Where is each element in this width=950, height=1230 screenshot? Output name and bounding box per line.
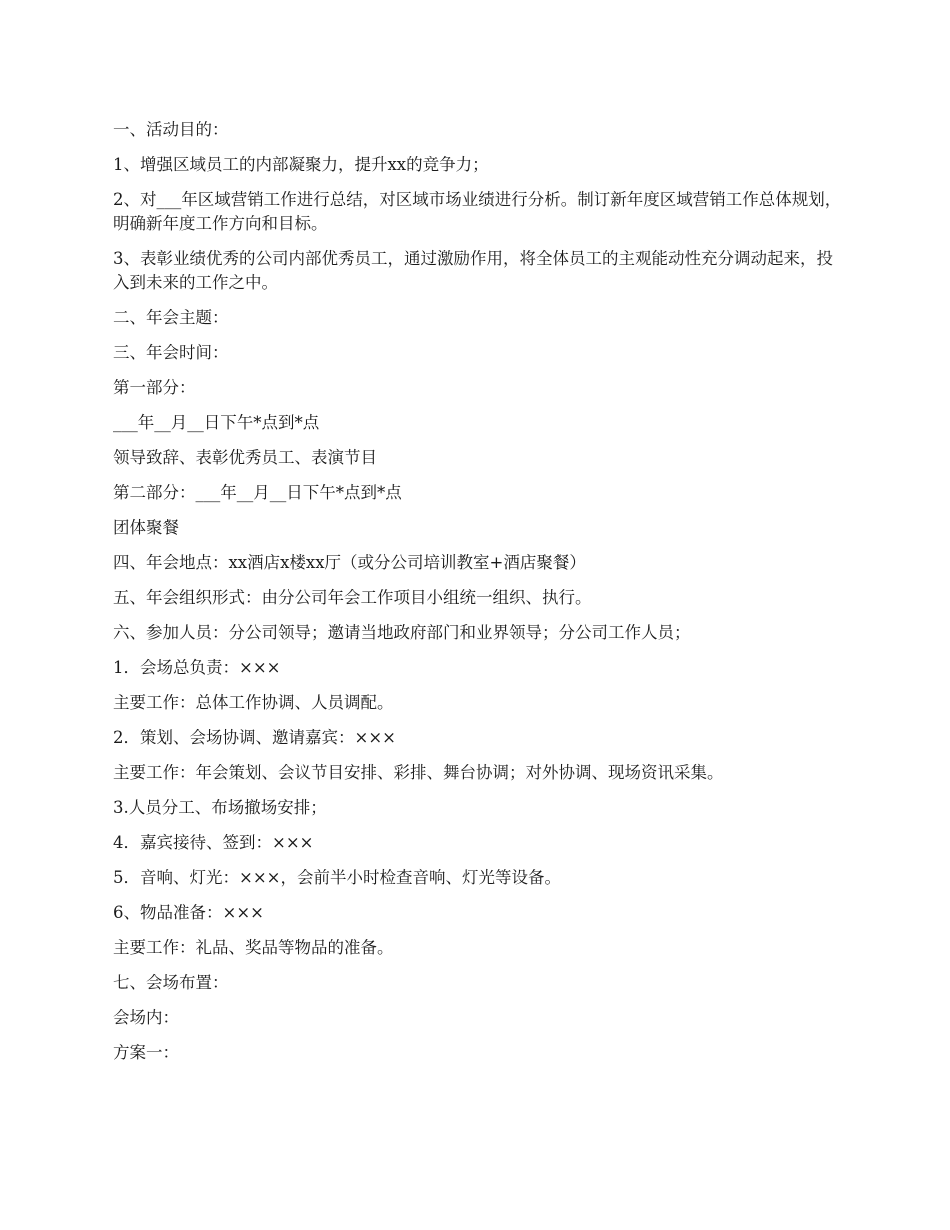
paragraph-plan-one: 方案一： [113,1043,179,1062]
paragraph-part-two-content: 团体聚餐 [113,518,179,537]
paragraph-role-1: 1．会场总负责：××× [113,658,281,677]
paragraph-role-2-duties: 主要工作：年会策划、会议节目安排、彩排、舞台协调；对外协调、现场资讯采集。 [113,763,724,782]
paragraph-role-5: 5．音响、灯光：×××，会前半小时检查音响、灯光等设备。 [113,868,561,887]
paragraph-purpose-1: 1、增强区域员工的内部凝聚力，提升xx的竞争力； [113,155,489,174]
paragraph-activity-purpose-heading: 一、活动目的： [113,120,229,139]
paragraph-organization: 五、年会组织形式：由分公司年会工作项目小组统一组织、执行。 [113,588,592,607]
paragraph-role-3: 3.人员分工、布场撤场安排； [113,798,327,817]
paragraph-participants: 六、参加人员：分公司领导；邀请当地政府部门和业界领导；分公司工作人员； [113,623,691,642]
paragraph-role-6-duties: 主要工作：礼品、奖品等物品的准备。 [113,938,394,957]
paragraph-purpose-2: 2、对___年区域营销工作进行总结，对区域市场业绩进行分析。制订新年度区域营销工作总体规划，明确新年度工作方向和目标。 [113,190,842,233]
paragraph-part-two-time: 第二部分：___年__月__日下午*点到*点 [113,483,402,502]
paragraph-part-one-label: 第一部分： [113,378,196,397]
paragraph-part-one-content: 领导致辞、表彰优秀员工、表演节目 [113,448,377,467]
paragraph-role-6: 6、物品准备：××× [113,903,264,922]
paragraph-venue: 四、年会地点：xx酒店x楼xx厅（或分公司培训教室+酒店聚餐） [113,553,586,572]
paragraph-time-heading: 三、年会时间： [113,343,229,362]
document-page [113,118,848,1076]
paragraph-purpose-3: 3、表彰业绩优秀的公司内部优秀员工，通过激励作用，将全体员工的主观能动性充分调动起来，投入到未来的工作之中。 [113,249,833,292]
paragraph-role-4: 4．嘉宾接待、签到：××× [113,833,314,852]
paragraph-role-1-duties: 主要工作：总体工作协调、人员调配。 [113,693,394,712]
paragraph-part-one-time: ___年__月__日下午*点到*点 [113,413,320,432]
paragraph-role-2: 2．策划、会场协调、邀请嘉宾：××× [113,728,396,747]
paragraph-layout-heading: 七、会场布置： [113,973,229,992]
paragraph-inside-venue: 会场内： [113,1008,179,1027]
paragraph-theme-heading: 二、年会主题： [113,308,229,327]
